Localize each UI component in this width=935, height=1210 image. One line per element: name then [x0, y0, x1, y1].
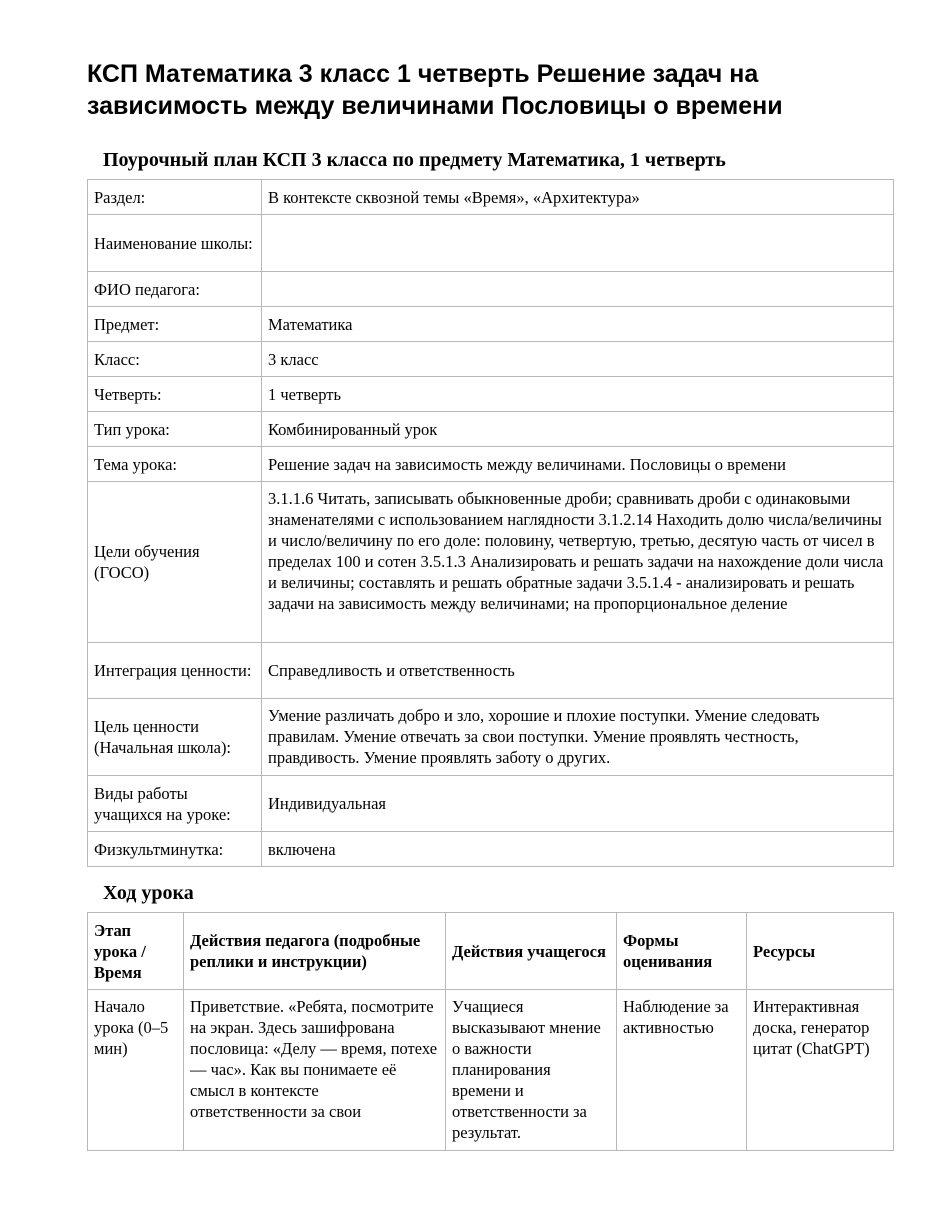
row-label: Тип урока:	[88, 412, 262, 447]
table-row	[88, 272, 894, 307]
row-value: 3.1.1.6 Читать, записывать обыкновенные дроби; сравнивать дроби с одинаковыми знаменателями с использованием наглядности 3.1.2.14 Находить долю числа/величины и число/величину по его доле: половину, четвертую, третью, десятую часть от чисел в пределах 100 и сотен 3.5.1.3 Анализировать и решать задачи на нахождение доли числа и величины; составлять и решать обратные задачи 3.5.1.4 - анализировать и решать задачи на зависимость между величинами; на пропорциональное деление	[262, 482, 894, 643]
cell-student: Учащиеся высказывают мнение о важности планирования времени и ответственности за результат.	[446, 990, 617, 1151]
table-row	[88, 447, 894, 482]
table-row	[88, 307, 894, 342]
row-value: 1 четверть	[262, 377, 894, 412]
row-value: Справедливость и ответственность	[262, 643, 894, 699]
table-row	[88, 643, 894, 699]
row-value	[262, 215, 894, 272]
row-label: Класс:	[88, 342, 262, 377]
column-header-stage: Этап урока / Время	[88, 913, 184, 990]
row-value: Математика	[262, 307, 894, 342]
column-header-student: Действия учащегося	[446, 913, 617, 990]
lesson-course-table	[87, 912, 894, 1151]
table-row	[88, 832, 894, 867]
table-row	[88, 412, 894, 447]
table-row	[88, 342, 894, 377]
cell-stage: Начало урока (0–5 мин)	[88, 990, 184, 1151]
row-value: В контексте сквозной темы «Время», «Архитектура»	[262, 180, 894, 215]
plan-heading: Поурочный план КСП 3 класса по предмету Математика, 1 четверть	[103, 149, 726, 171]
row-label: Предмет:	[88, 307, 262, 342]
row-label: Четверть:	[88, 377, 262, 412]
table-row	[88, 180, 894, 215]
cell-teacher: Приветствие. «Ребята, посмотрите на экран. Здесь зашифрована пословица: «Делу — время, потехе — час». Как вы понимаете её смысл в контексте ответственности за свои	[184, 990, 446, 1151]
table-row	[88, 215, 894, 272]
table-row	[88, 377, 894, 412]
row-label: Интеграция ценности:	[88, 643, 262, 699]
column-header-assessment: Формы оценивания	[617, 913, 747, 990]
row-label: Наименование школы:	[88, 215, 262, 272]
cell-assessment: Наблюдение за активностью	[617, 990, 747, 1151]
row-value: Умение различать добро и зло, хорошие и плохие поступки. Умение следовать правилам. Умение отвечать за свои поступки. Умение проявлять честность, правдивость. Умение проявлять заботу о других.	[262, 699, 894, 776]
row-value	[262, 272, 894, 307]
row-label: Физкультминутка:	[88, 832, 262, 867]
row-label: Цель ценности (Начальная школа):	[88, 699, 262, 776]
row-value: включена	[262, 832, 894, 867]
lesson-info-table	[87, 179, 894, 867]
row-label: Тема урока:	[88, 447, 262, 482]
row-value: Решение задач на зависимость между величинами. Пословицы о времени	[262, 447, 894, 482]
row-label: Раздел:	[88, 180, 262, 215]
table-row	[88, 776, 894, 832]
row-value: Индивидуальная	[262, 776, 894, 832]
table-row	[88, 482, 894, 643]
row-label: Виды работы учащихся на уроке:	[88, 776, 262, 832]
row-value: 3 класс	[262, 342, 894, 377]
row-label: ФИО педагога:	[88, 272, 262, 307]
table-row	[88, 990, 894, 1151]
cell-resources: Интерактивная доска, генератор цитат (ChatGPT)	[747, 990, 894, 1151]
table-header-row	[88, 913, 894, 990]
row-label: Цели обучения (ГОСО)	[88, 482, 262, 643]
course-heading: Ход урока	[103, 882, 194, 904]
document-title: КСП Математика 3 класс 1 четверть Решение задач на зависимость между величинами Пословицы о времени	[87, 60, 783, 120]
column-header-resources: Ресурсы	[747, 913, 894, 990]
column-header-teacher: Действия педагога (подробные реплики и инструкции)	[184, 913, 446, 990]
table-row	[88, 699, 894, 776]
row-value: Комбинированный урок	[262, 412, 894, 447]
